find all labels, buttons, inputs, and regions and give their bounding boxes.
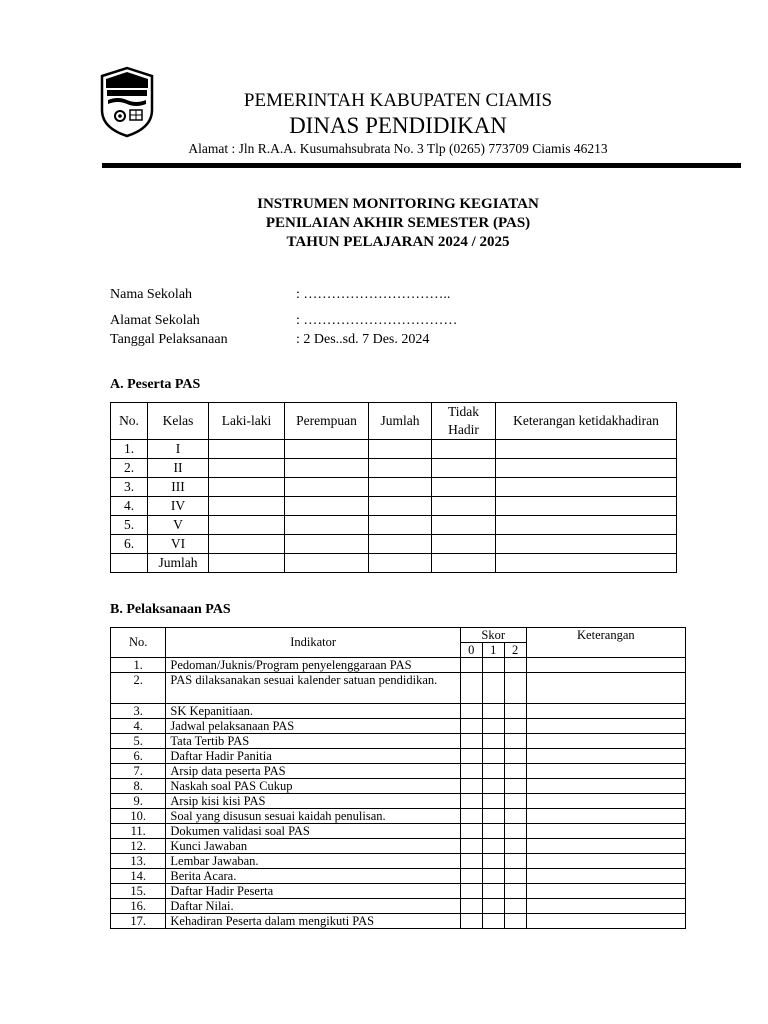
- header-divider: [102, 163, 741, 168]
- cell-keterangan[interactable]: [526, 884, 685, 899]
- cell-jumlah[interactable]: [369, 554, 432, 573]
- cell-no: 11.: [111, 824, 166, 839]
- cell-jumlah[interactable]: [369, 497, 432, 516]
- cell-indikator: Lembar Jawaban.: [166, 854, 460, 869]
- table-row: [111, 824, 686, 839]
- document-title-line-1: INSTRUMEN MONITORING KEGIATAN: [257, 196, 539, 212]
- document-title-line-2: PENILAIAN AKHIR SEMESTER (PAS): [265, 215, 531, 231]
- school-address-label: Alamat Sekolah: [110, 313, 200, 328]
- cell-tidak-hadir[interactable]: [432, 478, 496, 497]
- cell-skor-1[interactable]: [482, 673, 504, 704]
- cell-skor-1[interactable]: [482, 869, 504, 884]
- cell-tidak-hadir[interactable]: [432, 440, 496, 459]
- cell-skor-1[interactable]: [482, 854, 504, 869]
- cell-skor-0[interactable]: [460, 719, 482, 734]
- cell-tidak-hadir[interactable]: [432, 554, 496, 573]
- cell-no: 7.: [111, 764, 166, 779]
- cell-no: 10.: [111, 809, 166, 824]
- cell-keterangan[interactable]: [496, 497, 677, 516]
- cell-keterangan[interactable]: [496, 516, 677, 535]
- cell-indikator: Naskah soal PAS Cukup: [166, 779, 460, 794]
- cell-jumlah[interactable]: [369, 440, 432, 459]
- cell-kelas: I: [148, 440, 209, 459]
- cell-indikator: Tata Tertib PAS: [166, 734, 460, 749]
- cell-indikator: SK Kepanitiaan.: [166, 704, 460, 719]
- cell-skor-0[interactable]: [460, 854, 482, 869]
- cell-skor-2[interactable]: [504, 764, 526, 779]
- cell-skor-0[interactable]: [460, 899, 482, 914]
- cell-skor-2[interactable]: [504, 779, 526, 794]
- cell-perempuan[interactable]: [285, 459, 369, 478]
- cell-indikator: Jadwal pelaksanaan PAS: [166, 719, 460, 734]
- cell-skor-0[interactable]: [460, 824, 482, 839]
- table-row: [111, 459, 677, 478]
- cell-kelas: V: [148, 516, 209, 535]
- cell-skor-0[interactable]: [460, 658, 482, 673]
- cell-keterangan[interactable]: [496, 554, 677, 573]
- cell-keterangan[interactable]: [496, 459, 677, 478]
- cell-skor-2[interactable]: [504, 869, 526, 884]
- cell-no: 3.: [111, 478, 148, 497]
- table-row: [111, 440, 677, 459]
- cell-skor-2[interactable]: [504, 824, 526, 839]
- table-row: [111, 794, 686, 809]
- cell-kelas: IV: [148, 497, 209, 516]
- cell-perempuan[interactable]: [285, 440, 369, 459]
- cell-indikator: Soal yang disusun sesuai kaidah penulisan.: [166, 809, 460, 824]
- cell-keterangan[interactable]: [526, 854, 685, 869]
- implementation-table: [110, 627, 686, 929]
- cell-perempuan[interactable]: [285, 497, 369, 516]
- cell-skor-2[interactable]: [504, 749, 526, 764]
- table-row: [111, 673, 686, 704]
- cell-skor-2[interactable]: [504, 734, 526, 749]
- cell-no: 4.: [111, 497, 148, 516]
- cell-skor-0[interactable]: [460, 749, 482, 764]
- cell-keterangan[interactable]: [526, 749, 685, 764]
- table-row: [111, 734, 686, 749]
- table-row: [111, 704, 686, 719]
- cell-laki-laki[interactable]: [209, 554, 285, 573]
- cell-skor-1[interactable]: [482, 839, 504, 854]
- cell-skor-0[interactable]: [460, 794, 482, 809]
- cell-skor-2[interactable]: [504, 809, 526, 824]
- cell-no: 1.: [111, 440, 148, 459]
- cell-skor-2[interactable]: [504, 899, 526, 914]
- cell-indikator: PAS dilaksanakan sesuai kalender satuan pendidikan.: [166, 673, 460, 704]
- cell-skor-2[interactable]: [504, 658, 526, 673]
- government-name: PEMERINTAH KABUPATEN CIAMIS: [243, 90, 553, 111]
- table-row: [111, 914, 686, 929]
- cell-no: 16.: [111, 899, 166, 914]
- cell-perempuan[interactable]: [285, 535, 369, 554]
- cell-no: 12.: [111, 839, 166, 854]
- header-perempuan: Perempuan: [285, 403, 369, 440]
- school-address-field[interactable]: : ……………………………: [296, 313, 458, 328]
- agency-name: DINAS PENDIDIKAN: [289, 113, 507, 138]
- cell-no: 2.: [111, 673, 166, 704]
- cell-keterangan[interactable]: [496, 440, 677, 459]
- cell-keterangan[interactable]: [526, 794, 685, 809]
- cell-keterangan[interactable]: [526, 719, 685, 734]
- header-skor-1: 1: [482, 643, 504, 658]
- header-indikator: Indikator: [166, 628, 460, 658]
- cell-skor-0[interactable]: [460, 764, 482, 779]
- header-tidak-hadir-text: Tidak Hadir: [447, 404, 479, 437]
- cell-no: 9.: [111, 794, 166, 809]
- table-row: [111, 478, 677, 497]
- cell-no: 6.: [111, 749, 166, 764]
- table-row: [111, 839, 686, 854]
- header-jumlah: Jumlah: [369, 403, 432, 440]
- cell-skor-1[interactable]: [482, 824, 504, 839]
- school-name-field[interactable]: : …………………………..: [296, 287, 451, 302]
- cell-skor-2[interactable]: [504, 673, 526, 704]
- cell-skor-1[interactable]: [482, 914, 504, 929]
- cell-indikator: Arsip kisi kisi PAS: [166, 794, 460, 809]
- cell-skor-1[interactable]: [482, 884, 504, 899]
- cell-skor-1[interactable]: [482, 749, 504, 764]
- cell-no: 17.: [111, 914, 166, 929]
- participants-table: [110, 402, 677, 573]
- cell-laki-laki[interactable]: [209, 459, 285, 478]
- cell-keterangan[interactable]: [526, 824, 685, 839]
- cell-keterangan[interactable]: [526, 658, 685, 673]
- cell-indikator: Kehadiran Peserta dalam mengikuti PAS: [166, 914, 460, 929]
- header-no: No.: [111, 628, 166, 658]
- cell-skor-0[interactable]: [460, 734, 482, 749]
- cell-keterangan[interactable]: [526, 899, 685, 914]
- cell-jumlah[interactable]: [369, 535, 432, 554]
- cell-skor-0[interactable]: [460, 869, 482, 884]
- cell-no: 15.: [111, 884, 166, 899]
- section-a-title: A. Peserta PAS: [110, 377, 201, 392]
- cell-keterangan[interactable]: [526, 839, 685, 854]
- header-skor-0: 0: [460, 643, 482, 658]
- cell-skor-0[interactable]: [460, 809, 482, 824]
- cell-tidak-hadir[interactable]: [432, 516, 496, 535]
- cell-tidak-hadir[interactable]: [432, 459, 496, 478]
- cell-laki-laki[interactable]: [209, 478, 285, 497]
- document-title-line-3: TAHUN PELAJARAN 2024 / 2025: [286, 234, 510, 250]
- cell-skor-1[interactable]: [482, 794, 504, 809]
- implementation-date-label: Tanggal Pelaksanaan: [110, 332, 228, 347]
- cell-skor-0[interactable]: [460, 914, 482, 929]
- table-row: [111, 764, 686, 779]
- cell-keterangan[interactable]: [526, 673, 685, 704]
- cell-jumlah[interactable]: [369, 478, 432, 497]
- cell-tidak-hadir[interactable]: [432, 535, 496, 554]
- cell-laki-laki[interactable]: [209, 535, 285, 554]
- section-b-title: B. Pelaksanaan PAS: [110, 602, 231, 617]
- table-row: [111, 554, 677, 573]
- cell-kelas: Jumlah: [148, 554, 209, 573]
- table-row: [111, 809, 686, 824]
- cell-keterangan[interactable]: [526, 764, 685, 779]
- cell-no: 3.: [111, 704, 166, 719]
- table-row: [111, 658, 686, 673]
- cell-skor-2[interactable]: [504, 719, 526, 734]
- cell-indikator: Arsip data peserta PAS: [166, 764, 460, 779]
- participants-table-header: [111, 403, 677, 440]
- header-keterangan-ketidakhadiran: Keterangan ketidakhadiran: [496, 403, 677, 440]
- cell-keterangan[interactable]: [526, 704, 685, 719]
- header-skor-2: 2: [504, 643, 526, 658]
- cell-no: 2.: [111, 459, 148, 478]
- cell-laki-laki[interactable]: [209, 440, 285, 459]
- table-row: [111, 719, 686, 734]
- cell-indikator: Daftar Hadir Peserta: [166, 884, 460, 899]
- table-row: [111, 497, 677, 516]
- cell-no: 8.: [111, 779, 166, 794]
- table-row: [111, 899, 686, 914]
- cell-tidak-hadir[interactable]: [432, 497, 496, 516]
- cell-skor-2[interactable]: [504, 704, 526, 719]
- cell-skor-1[interactable]: [482, 764, 504, 779]
- table-row: [111, 516, 677, 535]
- cell-no: 6.: [111, 535, 148, 554]
- cell-perempuan[interactable]: [285, 554, 369, 573]
- cell-indikator: Daftar Nilai.: [166, 899, 460, 914]
- table-row: [111, 869, 686, 884]
- cell-no: [111, 554, 148, 573]
- cell-skor-1[interactable]: [482, 779, 504, 794]
- cell-keterangan[interactable]: [526, 734, 685, 749]
- table-row: [111, 749, 686, 764]
- cell-laki-laki[interactable]: [209, 516, 285, 535]
- header-tidak-hadir: [432, 403, 496, 440]
- cell-skor-0[interactable]: [460, 839, 482, 854]
- cell-skor-0[interactable]: [460, 779, 482, 794]
- cell-keterangan[interactable]: [526, 779, 685, 794]
- cell-indikator: Kunci Jawaban: [166, 839, 460, 854]
- cell-skor-1[interactable]: [482, 809, 504, 824]
- cell-kelas: VI: [148, 535, 209, 554]
- header-keterangan: Keterangan: [526, 628, 685, 658]
- cell-indikator: Pedoman/Juknis/Program penyelenggaraan PAS: [166, 658, 460, 673]
- cell-skor-2[interactable]: [504, 914, 526, 929]
- cell-jumlah[interactable]: [369, 516, 432, 535]
- cell-jumlah[interactable]: [369, 459, 432, 478]
- cell-kelas: III: [148, 478, 209, 497]
- cell-keterangan[interactable]: [526, 914, 685, 929]
- cell-laki-laki[interactable]: [209, 497, 285, 516]
- cell-keterangan[interactable]: [526, 869, 685, 884]
- cell-skor-1[interactable]: [482, 704, 504, 719]
- table-row: [111, 884, 686, 899]
- cell-indikator: Daftar Hadir Panitia: [166, 749, 460, 764]
- agency-address: Alamat : Jln R.A.A. Kusumahsubrata No. 3 Tlp (0265) 773709 Ciamis 46213: [188, 141, 608, 156]
- cell-keterangan[interactable]: [496, 478, 677, 497]
- cell-perempuan[interactable]: [285, 516, 369, 535]
- cell-skor-1[interactable]: [482, 734, 504, 749]
- header-laki-laki: Laki-laki: [209, 403, 285, 440]
- cell-keterangan[interactable]: [496, 535, 677, 554]
- header-skor: Skor: [460, 628, 526, 643]
- cell-skor-1[interactable]: [482, 719, 504, 734]
- cell-perempuan[interactable]: [285, 478, 369, 497]
- cell-no: 5.: [111, 734, 166, 749]
- cell-skor-0[interactable]: [460, 704, 482, 719]
- cell-no: 13.: [111, 854, 166, 869]
- cell-skor-1[interactable]: [482, 658, 504, 673]
- table-row: [111, 535, 677, 554]
- cell-skor-2[interactable]: [504, 794, 526, 809]
- school-name-label: Nama Sekolah: [110, 287, 193, 302]
- table-row: [111, 779, 686, 794]
- cell-keterangan[interactable]: [526, 809, 685, 824]
- cell-no: 5.: [111, 516, 148, 535]
- cell-kelas: II: [148, 459, 209, 478]
- cell-no: 14.: [111, 869, 166, 884]
- table-row: [111, 854, 686, 869]
- cell-no: 1.: [111, 658, 166, 673]
- cell-skor-2[interactable]: [504, 854, 526, 869]
- cell-skor-0[interactable]: [460, 884, 482, 899]
- cell-skor-2[interactable]: [504, 884, 526, 899]
- cell-skor-1[interactable]: [482, 899, 504, 914]
- header-kelas: Kelas: [148, 403, 209, 440]
- header-no: No.: [111, 403, 148, 440]
- cell-skor-2[interactable]: [504, 839, 526, 854]
- cell-indikator: Dokumen validasi soal PAS: [166, 824, 460, 839]
- cell-no: 4.: [111, 719, 166, 734]
- implementation-date-value: : 2 Des..sd. 7 Des. 2024: [296, 332, 430, 347]
- cell-indikator: Berita Acara.: [166, 869, 460, 884]
- cell-skor-0[interactable]: [460, 673, 482, 704]
